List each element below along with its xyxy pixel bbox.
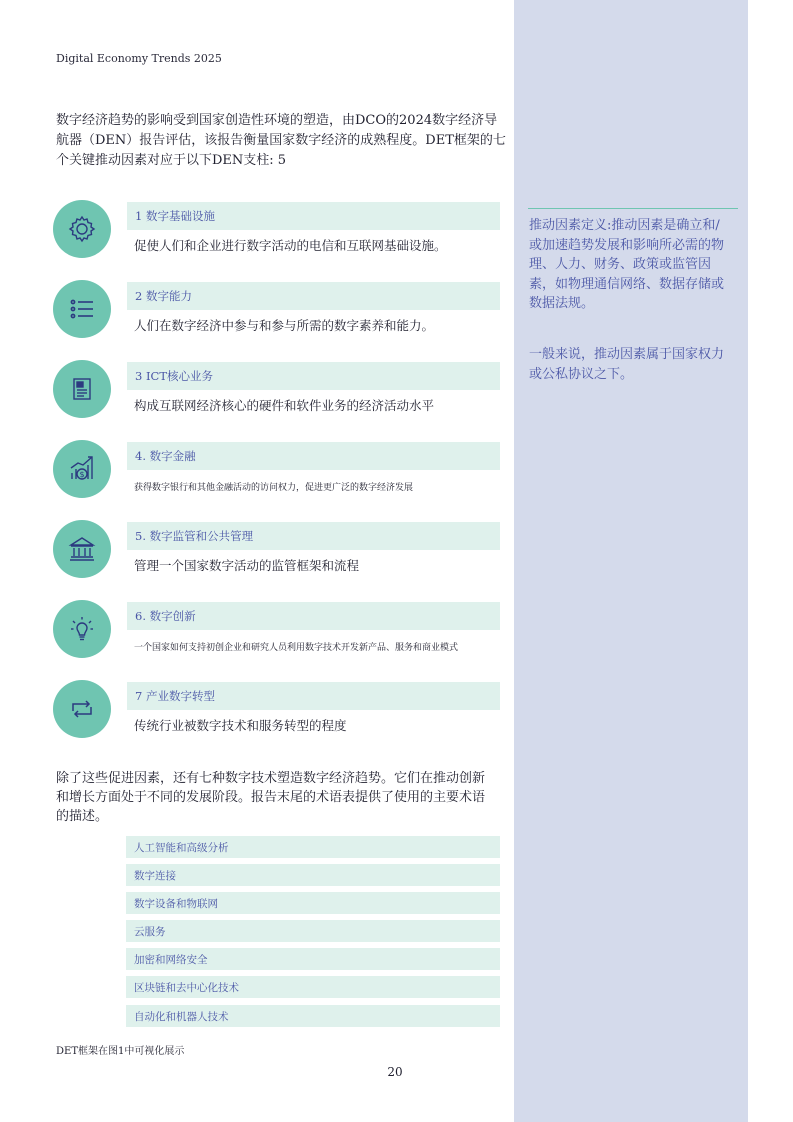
technology-item: [126, 948, 500, 970]
enabler-title-bar: [127, 442, 500, 470]
enabler-title: 6. 数字创新: [135, 609, 196, 623]
technology-label: 数字设备和物联网: [134, 897, 218, 910]
technology-label: 加密和网络安全: [134, 953, 208, 966]
enabler-title: 4. 数字金融: [135, 449, 196, 463]
enabler-title-bar: [127, 202, 500, 230]
transform-arrows-icon: [53, 680, 111, 738]
lightbulb-icon: [53, 600, 111, 658]
finance-growth-icon: [53, 440, 111, 498]
enabler-title-bar: [127, 522, 500, 550]
enabler-description: 获得数字银行和其他金融活动的访问权力，促进更广泛的数字经济发展: [134, 483, 414, 493]
svg-text:$: $: [79, 470, 85, 479]
enabler-title: 5. 数字监管和公共管理: [135, 529, 254, 543]
enabler-title: 1 数字基础设施: [135, 209, 215, 223]
figure-caption: DET框架在图1中可视化展示: [56, 1046, 185, 1057]
sidebar-divider: [528, 208, 738, 209]
sidebar-definition: 推动因素定义:推动因素是确立和/或加速趋势发展和影响所必需的物理、人力、财务、政策或监管因素，如物理通信网络、数据存储或数据法规。: [529, 218, 725, 311]
enabler-description: 促使人们和企业进行数字活动的电信和互联网基础设施。: [134, 238, 447, 253]
enabler-item: [53, 200, 500, 260]
enabler-description: 传统行业被数字技术和服务转型的程度: [134, 718, 347, 733]
enabler-description: 一个国家如何支持初创企业和研究人员利用数字技术开发新产品、服务和商业模式: [134, 643, 459, 653]
gear-icon: [53, 200, 111, 258]
enabler-item: [53, 600, 500, 660]
technology-item: [126, 892, 500, 914]
enabler-description: 管理一个国家数字活动的监管框架和流程: [134, 558, 360, 573]
enabler-description: 构成互联网经济核心的硬件和软件业务的经济活动水平: [134, 398, 435, 413]
enabler-item: [53, 680, 500, 740]
government-building-icon: [53, 520, 111, 578]
technology-item: [126, 920, 500, 942]
enabler-title-bar: [127, 602, 500, 630]
technology-label: 自动化和机器人技术: [134, 1010, 229, 1023]
technology-label: 区块链和去中心化技术: [134, 981, 239, 994]
intro-paragraph: 数字经济趋势的影响受到国家创造性环境的塑造，由DCO的2024数字经济导航器（DEN）报告评估，该报告衡量国家数字经济的成熟程度。DET框架的七个关键推动因素对应于以下DEN支柱: 5: [56, 113, 506, 168]
enabler-title-bar: [127, 282, 500, 310]
enabler-item: [53, 440, 500, 500]
document-icon: [53, 360, 111, 418]
page-header: Digital Economy Trends 2025: [56, 52, 222, 65]
list-icon: [53, 280, 111, 338]
sidebar: [514, 0, 748, 1122]
technology-item: [126, 1005, 500, 1027]
enabler-title: 7 产业数字转型: [135, 689, 215, 703]
technologies-paragraph: 除了这些促进因素，还有七种数字技术塑造数字经济趋势。它们在推动创新和增长方面处于不同的发展阶段。报告末尾的术语表提供了使用的主要术语的描述。: [56, 771, 486, 824]
technology-item: [126, 976, 500, 998]
enabler-title-bar: [127, 362, 500, 390]
enabler-description: 人们在数字经济中参与和参与所需的数字素养和能力。: [134, 318, 435, 333]
sidebar-note: 一般来说，推动因素属于国家权力或公私协议之下。: [529, 347, 725, 382]
technology-label: 人工智能和高级分析: [134, 841, 229, 854]
technology-label: 云服务: [134, 925, 166, 938]
page-number: 20: [387, 1065, 403, 1079]
enabler-item: [53, 360, 500, 420]
enabler-title: 2 数字能力: [135, 289, 192, 303]
enabler-item: [53, 280, 500, 340]
enabler-title: 3 ICT核心业务: [135, 369, 213, 383]
enabler-item: [53, 520, 500, 580]
technology-label: 数字连接: [134, 869, 176, 882]
technology-item: [126, 836, 500, 858]
enabler-title-bar: [127, 682, 500, 710]
technology-item: [126, 864, 500, 886]
